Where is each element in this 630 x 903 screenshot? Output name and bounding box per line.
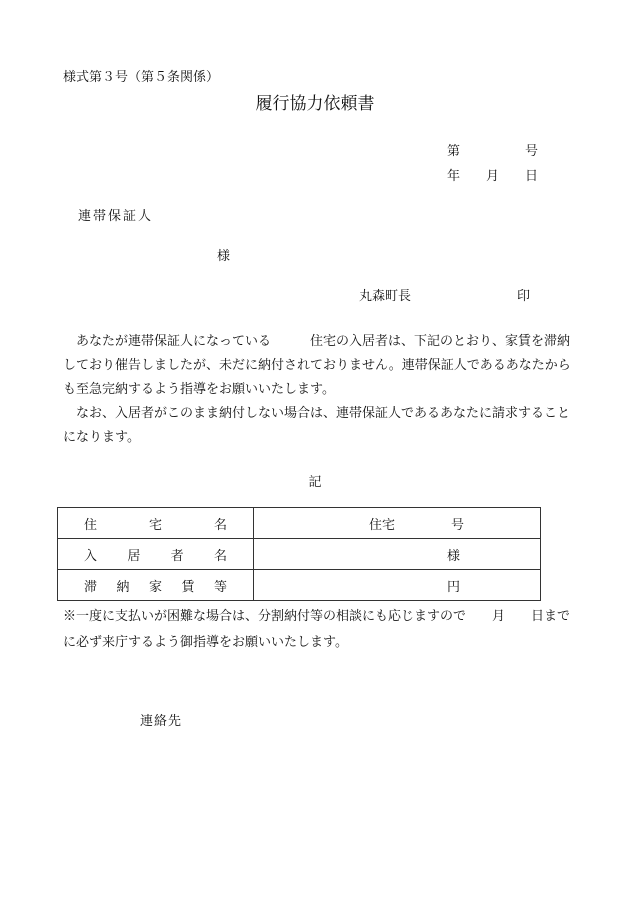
tenant-name-value	[254, 539, 541, 570]
housing-value-part2: 号	[451, 517, 465, 533]
body-text	[63, 330, 573, 450]
table-row-arrears	[58, 570, 541, 601]
label-char: 納	[116, 579, 130, 595]
document-date-line: 年 月 日	[447, 169, 539, 184]
table-row-housing	[58, 508, 541, 539]
housing-value-part1: 住宅	[369, 517, 396, 533]
housing-name-value	[254, 508, 541, 539]
tenant-honorific: 様	[447, 548, 461, 564]
table-row-tenant	[58, 539, 541, 570]
arrears-unit: 円	[447, 579, 461, 595]
addressee-honorific: 様	[217, 249, 231, 264]
details-table	[57, 507, 541, 601]
notation-mark: 記	[308, 475, 322, 490]
label-char: 等	[213, 579, 227, 595]
body-paragraph-1: あなたが連帯保証人になっている 住宅の入居者は、下記のとおり、家賃を滞納しており催告しましたが、未だに納付されておりません。連帯保証人であるあなたからも至急完納するよう指導をお願いいたします。	[63, 334, 571, 397]
label-char: 名	[213, 517, 227, 533]
label-char: 者	[170, 548, 184, 564]
document-number-line: 第 号	[447, 144, 539, 159]
body-paragraph-2: なお、入居者がこのまま納付しない場合は、連帯保証人であるあなたに請求することになります。	[63, 406, 571, 445]
sender-name: 丸森町長	[359, 289, 412, 304]
label-char: 名	[213, 548, 227, 564]
addressee-label: 連帯保証人	[78, 209, 154, 224]
label-char: 住	[84, 517, 98, 533]
label-char: 滞	[84, 579, 98, 595]
payment-note: ※一度に支払いが困難な場合は、分割納付等の相談にも応じますので 月 日までに必ず来庁するよう御指導をお願いいたします。	[63, 609, 571, 650]
arrears-label	[58, 570, 254, 601]
document-title: 履行協力依頼書	[255, 94, 375, 114]
form-number: 様式第３号（第５条関係）	[63, 70, 220, 85]
contact-label: 連絡先	[140, 714, 183, 729]
arrears-value	[254, 570, 541, 601]
label-char: 入	[84, 548, 98, 564]
seal-mark: 印	[517, 289, 531, 304]
label-char: 宅	[148, 517, 162, 533]
tenant-name-label	[58, 539, 254, 570]
label-char: 居	[127, 548, 141, 564]
label-char: 賃	[181, 579, 195, 595]
housing-name-label	[58, 508, 254, 539]
label-char: 家	[148, 579, 162, 595]
